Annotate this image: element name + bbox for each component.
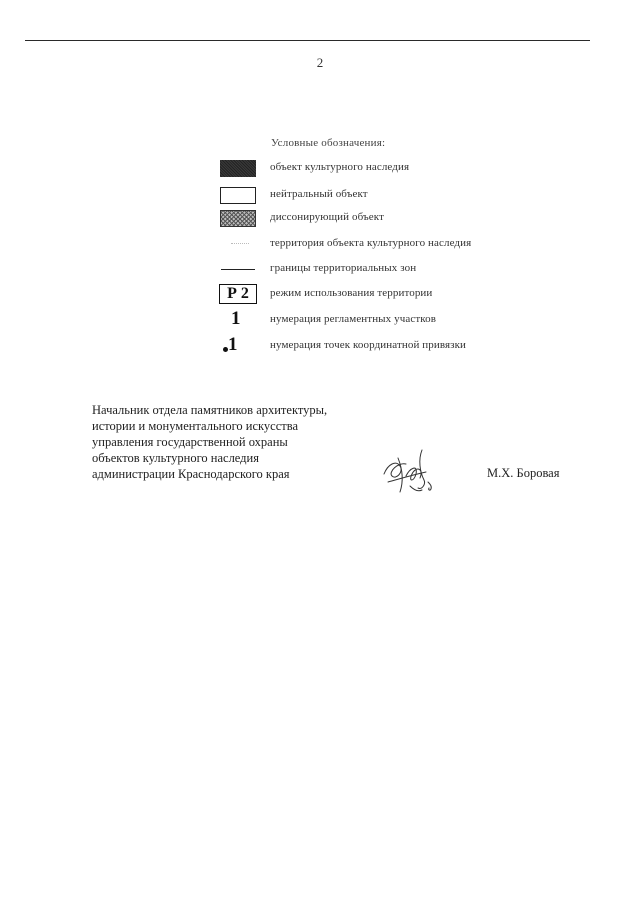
dotted-line-icon (219, 234, 257, 254)
page-number: 2 (316, 55, 324, 70)
position-line: управления государственной охраны (92, 435, 288, 449)
legend-item-label: объект культурного наследия (270, 161, 410, 173)
position-line: Начальник отдела памятников архитектуры, (92, 403, 328, 417)
legend-item-label: диссонирующий объект (270, 211, 384, 223)
empty-box-swatch-icon (219, 185, 257, 205)
plot-number: 1 (231, 308, 241, 329)
signatory-position (92, 402, 327, 482)
position-line: администрации Краснодарского края (92, 467, 290, 481)
legend-item-dissonant-object (219, 208, 519, 228)
dark-fill-swatch-icon (219, 158, 257, 178)
legend-item-heritage-object (219, 158, 519, 178)
signer-name: М.Х. Боровая (487, 466, 560, 480)
legend-item-land-use-mode (219, 284, 519, 304)
solid-line-icon (219, 259, 257, 279)
legend-item-neutral-object (219, 185, 519, 205)
mode-code: Р 2 (219, 284, 257, 304)
top-rule (25, 40, 590, 41)
position-line: истории и монументального искусства (92, 419, 299, 433)
legend-title: Условные обозначения: (271, 137, 386, 149)
legend-item-reference-points (219, 336, 519, 356)
position-line: объектов культурного наследия (92, 451, 259, 465)
handwritten-signature-icon (378, 446, 440, 502)
legend-item-label: режим использования территории (270, 287, 433, 299)
bold-number-icon (219, 310, 257, 330)
point-number: 1 (228, 334, 238, 355)
legend-item-label: границы территориальных зон (270, 262, 417, 274)
dot-number-icon (219, 336, 257, 356)
legend-item-label: нумерация точек координатной привязки (270, 339, 467, 351)
legend-item-label: нумерация регламентных участков (270, 313, 437, 325)
legend-item-label: нейтральный объект (270, 188, 368, 200)
legend-item-regulation-plots (219, 310, 519, 330)
boxed-code-icon (219, 284, 257, 304)
legend-item-heritage-territory (219, 234, 519, 254)
crosshatch-swatch-icon (219, 208, 257, 228)
legend-item-zone-boundaries (219, 259, 519, 279)
legend-item-label: территория объекта культурного наследия (270, 237, 472, 249)
